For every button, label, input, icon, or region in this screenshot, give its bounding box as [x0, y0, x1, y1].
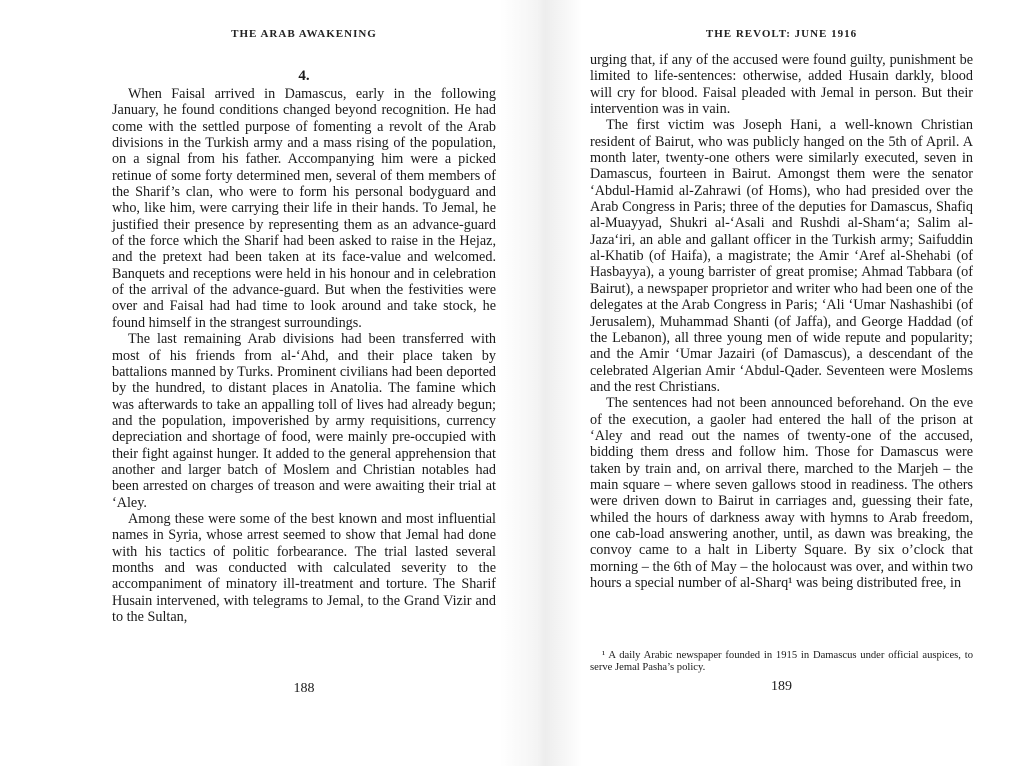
footnote: ¹ A daily Arabic newspaper founded in 1915 in Damascus under official auspices, to serve Jemal Pasha’s policy. — [590, 650, 973, 673]
paragraph: The first victim was Joseph Hani, a well-known Christian resident of Bairut, who was publicly hanged on the 5th of April. A month later, twenty-one others were similarly executed, seven in Damascus, fourteen in Bairut. Amongst them were the senator ‘Abdul-Hamid al-Zahrawi (of Homs), who had presided over the Arab Congress in Paris; three of the deputies for Damascus, Shafiq al-Muayyad, Shukri al-‘Asali and Rushdi al-Sham‘a; Salim al-Jaza‘iri, an able and gallant officer in the Turkish army; Saifuddin al-Khatib (of Haifa), a magistrate; the Amir ‘Aref al-Shehabi (of Hasbayya), a young barrister of great promise; Ahmad Tabbara (of Bairut), a newspaper proprietor and writer who had been one of the delegates at the Arab Congress in Paris; ‘Ali ‘Umar Nashashibi (of Jerusalem), Muhammad Shanti (of Jaffa), and George Haddad (of the Lebanon), all three young men of wide repute and popularity; and the Amir ‘Umar Jazairi (of Damascus), a descendant of the celebrated Algerian Amir ‘Abdul-Qader. Seventeen were Moslems and the rest Christians. — [590, 117, 973, 395]
paragraph: urging that, if any of the accused were found guilty, punishment be limited to life-sentences: otherwise, added Husain darkly, blood will cry for blood. Faisal pleaded with Jemal in person. But their intervention was in vain. — [590, 52, 973, 118]
book-gutter-shadow — [500, 0, 582, 766]
paragraph: When Faisal arrived in Damascus, early in the following January, he found conditions changed beyond recognition. He had come with the settled purpose of fomenting a revolt of the Arab divisions in the Turkish army and a mass rising of the population, on a signal from his father. Accompanying him were a picked retinue of some forty determined men, several of them members of the Sharif’s clan, who were to form his personal bodyguard and who, like him, were carrying their life in their hands. To Jemal, he justified their presence by representing them as an advance-guard of the force which the Sharif had been asked to raise in the Hejaz, and the pretext had been taken at its face-value and welcomed. Banquets and receptions were held in his honour and in celebration of the arrival of the advance-guard. But when the festivities were over and Faisal had had time to look around and take stock, he found himself in the strangest surroundings. — [112, 86, 496, 331]
section-number: 4. — [298, 68, 310, 84]
running-head-right: THE REVOLT: JUNE 1916 — [705, 28, 858, 40]
page-number-right: 189 — [771, 679, 792, 694]
running-head-left: THE ARAB AWAKENING — [231, 28, 377, 40]
paragraph: Among these were some of the best known and most influential names in Syria, whose arrest seemed to show that Jemal had done with his tactics of politic forbearance. The trial lasted several months and was conducted with calculated severity to the accompaniment of minatory ill-treatment and torture. The Sharif Husain intervened, with telegrams to Jemal, to the Grand Vizir and to the Sultan, — [112, 510, 496, 625]
paragraph: The last remaining Arab divisions had been transferred with most of his friends from al-‘Ahd, and their place taken by battalions manned by Turks. Prominent civilians had been deported by the hundred, to distant places in Anatolia. The famine which was afterwards to take an appalling toll of lives had already begun; and the population, impoverished by army requisitions, currency depreciation and shortage of food, were mainly pre-occupied with their fight against hunger. It added to the general apprehension that another and larger batch of Moslem and Christian notables had been arrested on charges of treason and were awaiting their trial at ‘Aley. — [112, 331, 496, 511]
right-page — [590, 0, 973, 766]
paragraph: The sentences had not been announced beforehand. On the eve of the execution, a gaoler had entered the hall of the prison at ‘Aley and read out the names of twenty-one of the accused, bidding them dress and follow him. Those for Damascus were taken by train and, on arrival there, marched to the Marjeh – the main square – where seven gallows stood in readiness. The others were driven down to Bairut in carriages and, guessing their fate, whiled the hours of darkness away with hymns to Arab freedom, one cab-load answering another, until, as dawn was breaking, the convoy came to a halt in Liberty Square. By six o’clock that morning – the 6th of May – the holocaust was over, and within two hours a special number of al-Sharq¹ was being distributed free, in — [590, 395, 973, 591]
page-number-left: 188 — [293, 681, 315, 696]
left-page-body — [112, 86, 496, 625]
right-page-body — [590, 52, 973, 591]
left-page — [112, 0, 496, 766]
